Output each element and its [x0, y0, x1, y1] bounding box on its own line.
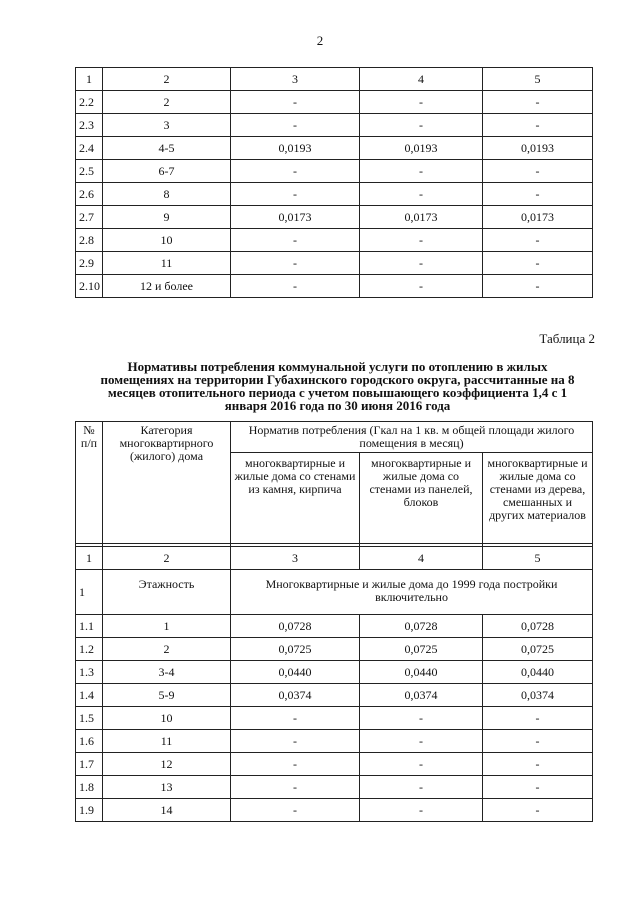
table-cell: 0,0374 [231, 684, 360, 707]
table-cell: 12 [103, 753, 231, 776]
table-cell: 0,0728 [231, 615, 360, 638]
table-cell: 4 [360, 547, 483, 570]
table-cell: - [360, 707, 483, 730]
table-row [76, 799, 593, 822]
table-cell: 0,0440 [360, 661, 483, 684]
norms-table-continued [75, 67, 593, 298]
table-cell: 0,0728 [483, 615, 593, 638]
table-cell: 9 [103, 206, 231, 229]
table-cell: 5 [483, 547, 593, 570]
subheader-panel: многоквартирные и жилые дома со стенами из панелей, блоков [360, 453, 483, 544]
table-cell: 1 [103, 615, 231, 638]
table-cell: 12 и более [103, 275, 231, 298]
table-cell: 0,0173 [231, 206, 360, 229]
table-label: Таблица 2 [539, 331, 595, 346]
table-cell: - [483, 707, 593, 730]
table-cell: 1.4 [76, 684, 103, 707]
table-row [76, 684, 593, 707]
table-cell: 0,0173 [483, 206, 593, 229]
header-category: Категория многоквартирного (жилого) дома [103, 422, 231, 544]
table-cell: 1.9 [76, 799, 103, 822]
table-cell: - [483, 91, 593, 114]
table-cell: - [483, 229, 593, 252]
table-cell: - [360, 730, 483, 753]
table-cell: - [360, 753, 483, 776]
table-cell: 0,0725 [231, 638, 360, 661]
table-row [76, 183, 593, 206]
table-cell: - [483, 114, 593, 137]
table-cell: - [483, 252, 593, 275]
table-index-row [76, 68, 593, 91]
table-cell: 0,0374 [483, 684, 593, 707]
table-cell: 2 [103, 68, 231, 91]
table-row [76, 206, 593, 229]
table-cell: - [483, 799, 593, 822]
table-row [76, 160, 593, 183]
table-cell: 2.7 [76, 206, 103, 229]
table-cell: - [483, 776, 593, 799]
subheader-wood: многоквартирные и жилые дома со стенами из дерева, смешанных и других материалов [483, 453, 593, 544]
table-cell: - [231, 776, 360, 799]
table-cell: 1.1 [76, 615, 103, 638]
table-cell: 3 [231, 547, 360, 570]
header-norm: Норматив потребления (Гкал на 1 кв. м общей площади жилого помещения в месяц) [231, 422, 593, 453]
table-cell: 1.3 [76, 661, 103, 684]
table-cell: 10 [103, 229, 231, 252]
table-cell: - [231, 275, 360, 298]
table-cell: - [360, 275, 483, 298]
table-cell: 2.2 [76, 91, 103, 114]
table-cell: 2 [103, 638, 231, 661]
table-cell: - [231, 730, 360, 753]
table-cell: 0,0728 [360, 615, 483, 638]
table-cell: - [360, 229, 483, 252]
table-cell: 2.4 [76, 137, 103, 160]
table-row [76, 753, 593, 776]
table-row [76, 730, 593, 753]
table-row [76, 229, 593, 252]
table-cell: 1.2 [76, 638, 103, 661]
table-cell: - [483, 753, 593, 776]
table-cell: 14 [103, 799, 231, 822]
table-title: Нормативы потребления коммунальной услуги по отоплению в жилых помещениях на территории Губахинского городского округа, рассчитанные на 8 месяцев отопительного периода с учетом повышающего коэффициента 1,4 с 1 января 2016 года по 30 июня 2016 года [100, 359, 575, 413]
table-cell: - [483, 730, 593, 753]
heating-norms-table [75, 421, 593, 822]
table-cell: - [231, 91, 360, 114]
table-cell: 1 [76, 547, 103, 570]
table-header-row [76, 422, 593, 453]
table-row [76, 707, 593, 730]
table-cell: - [231, 799, 360, 822]
table-cell: - [231, 183, 360, 206]
table-row [76, 114, 593, 137]
table-cell: 0,0374 [360, 684, 483, 707]
section-num: 1 [76, 570, 103, 615]
table-cell: - [360, 183, 483, 206]
table-cell: 11 [103, 730, 231, 753]
table-row [76, 91, 593, 114]
table-cell: - [483, 275, 593, 298]
table-row [76, 661, 593, 684]
table-cell: 11 [103, 252, 231, 275]
table-cell: - [360, 114, 483, 137]
table-cell: 3 [103, 114, 231, 137]
table-cell: 3-4 [103, 661, 231, 684]
table-cell: 3 [231, 68, 360, 91]
table-cell: 1.6 [76, 730, 103, 753]
table-cell: 2.10 [76, 275, 103, 298]
section-category: Этажность [103, 570, 231, 615]
table-section-row [76, 570, 593, 615]
table-cell: 0,0173 [360, 206, 483, 229]
table-cell: 2 [103, 547, 231, 570]
table-cell: 2.6 [76, 183, 103, 206]
table-cell: 1.8 [76, 776, 103, 799]
table-cell: - [231, 753, 360, 776]
table-cell: 0,0193 [483, 137, 593, 160]
table-cell: 1 [76, 68, 103, 91]
table-index-row [76, 547, 593, 570]
table-cell: 6-7 [103, 160, 231, 183]
table-cell: - [360, 799, 483, 822]
table-cell: - [231, 160, 360, 183]
table-cell: - [231, 229, 360, 252]
table-cell: 8 [103, 183, 231, 206]
table-cell: 0,0193 [360, 137, 483, 160]
table-cell: 1.7 [76, 753, 103, 776]
table-cell: - [483, 183, 593, 206]
table-cell: 4-5 [103, 137, 231, 160]
table-cell: 10 [103, 707, 231, 730]
table-cell: 0,0725 [483, 638, 593, 661]
table-cell: - [231, 252, 360, 275]
table-cell: - [483, 160, 593, 183]
table-cell: 2 [103, 91, 231, 114]
table-cell: 13 [103, 776, 231, 799]
table-cell: - [231, 114, 360, 137]
table-cell: - [360, 776, 483, 799]
section-description: Многоквартирные и жилые дома до 1999 года постройки включительно [231, 570, 593, 615]
header-num: № п/п [76, 422, 103, 544]
table-row [76, 776, 593, 799]
table-row [76, 137, 593, 160]
table-cell: - [231, 707, 360, 730]
table-cell: 2.3 [76, 114, 103, 137]
subheader-stone: многоквартирные и жилые дома со стенами из камня, кирпича [231, 453, 360, 544]
table-cell: 2.5 [76, 160, 103, 183]
table-cell: - [360, 252, 483, 275]
table-cell: - [360, 160, 483, 183]
table-cell: 4 [360, 68, 483, 91]
table-cell: 0,0440 [231, 661, 360, 684]
table-row [76, 638, 593, 661]
table-row [76, 252, 593, 275]
table-cell: 2.9 [76, 252, 103, 275]
page-number: 2 [316, 33, 324, 48]
table-row [76, 615, 593, 638]
table-row [76, 275, 593, 298]
table-cell: 0,0193 [231, 137, 360, 160]
table-cell: 1.5 [76, 707, 103, 730]
table-cell: 0,0440 [483, 661, 593, 684]
table-cell: - [360, 91, 483, 114]
table-cell: 5-9 [103, 684, 231, 707]
table-cell: 5 [483, 68, 593, 91]
table-cell: 2.8 [76, 229, 103, 252]
table-cell: 0,0725 [360, 638, 483, 661]
